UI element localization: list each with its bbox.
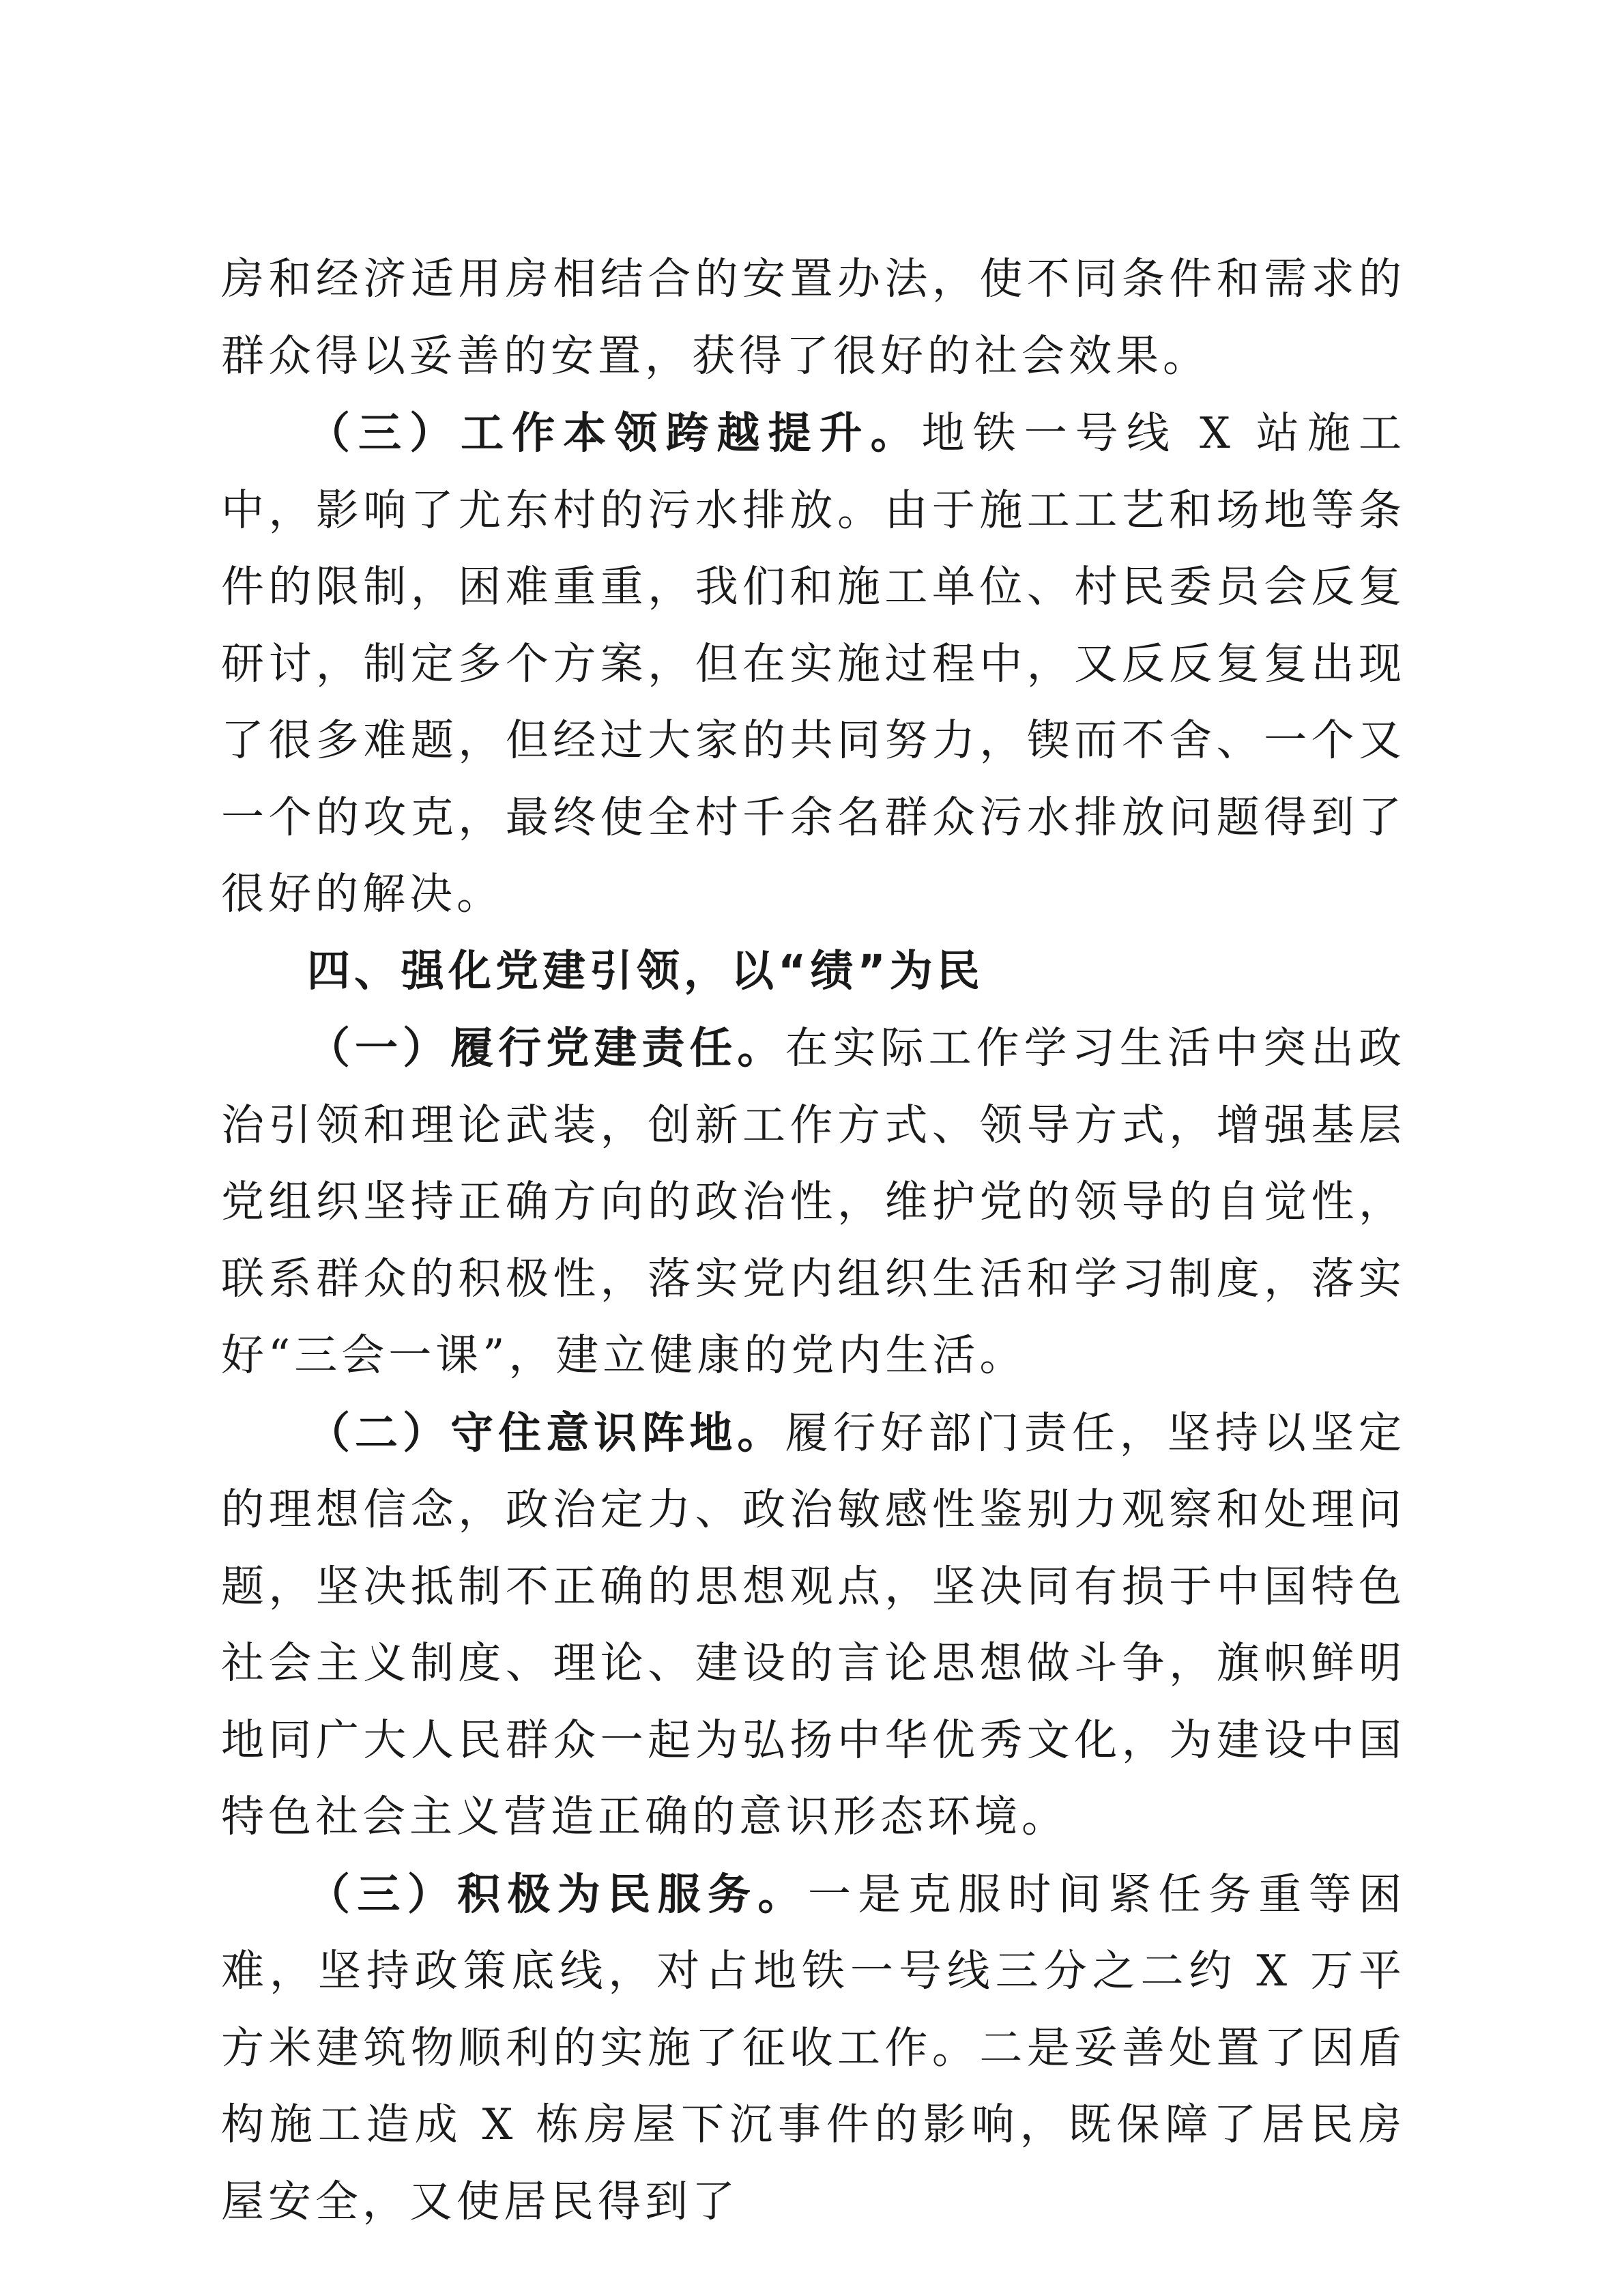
paragraph-text: 履行好部门责任，坚持以坚定的理想信念，政治定力、政治敏感性鉴别力观察和处理问题，坚决抵制不正确的思想观点，坚决同有损于中国特色社会主义制度、理论、建设的言论思想做斗争，旗帜鲜明地同广大人民群众一起为弘扬中华优秀文化，为建设中国特色社会主义营造正确的意识形态环境。 — [221, 1407, 1406, 1841]
paragraph-party-duty — [221, 1009, 1406, 1394]
paragraph-public-service — [221, 1856, 1406, 2241]
paragraph-ideology — [221, 1394, 1406, 1856]
document-body — [221, 241, 1406, 2240]
section-heading: 四、强化党建引领，以“绩”为民 — [307, 945, 984, 996]
paragraph-lead: （二）守住意识阵地。 — [307, 1407, 785, 1458]
paragraph-text: 在实际工作学习生活中突出政治引领和理论武装，创新工作方式、领导方式，增强基层党组织坚持正确方向的政治性，维护党的领导的自觉性，联系群众的积极性，落实党内组织生活和学习制度，落实好“三会一课”，建立健康的党内生活。 — [221, 1023, 1406, 1380]
paragraph-work-skills — [221, 394, 1406, 933]
paragraph-lead: （三）工作本领跨越提升。 — [307, 407, 922, 458]
paragraph-text: 一是克服时间紧任务重等困难，坚持政策底线，对占地铁一号线三分之二约 X 万平方米建筑物顺利的实施了征收工作。二是妥善处置了因盾构施工造成 X 栋房屋下沉事件的影响，既保障了居民房屋安全，又使居民得到了 — [221, 1869, 1406, 2226]
paragraph-text: 地铁一号线 X 站施工中，影响了尤东村的污水排放。由于施工工艺和场地等条件的限制，困难重重，我们和施工单位、村民委员会反复研讨，制定多个方案，但在实施过程中，又反反复复出现了很多难题，但经过大家的共同努力，锲而不舍、一个又一个的攻克，最终使全村千余名群众污水排放问题得到了很好的解决。 — [221, 408, 1406, 919]
paragraph-lead: （三）积极为民服务。 — [307, 1868, 808, 1919]
paragraph-text: 房和经济适用房相结合的安置办法，使不同条件和需求的群众得以妥善的安置，获得了很好的社会效果。 — [221, 254, 1406, 381]
paragraph-continuation — [221, 241, 1406, 394]
paragraph-lead: （一）履行党建责任。 — [307, 1022, 785, 1073]
